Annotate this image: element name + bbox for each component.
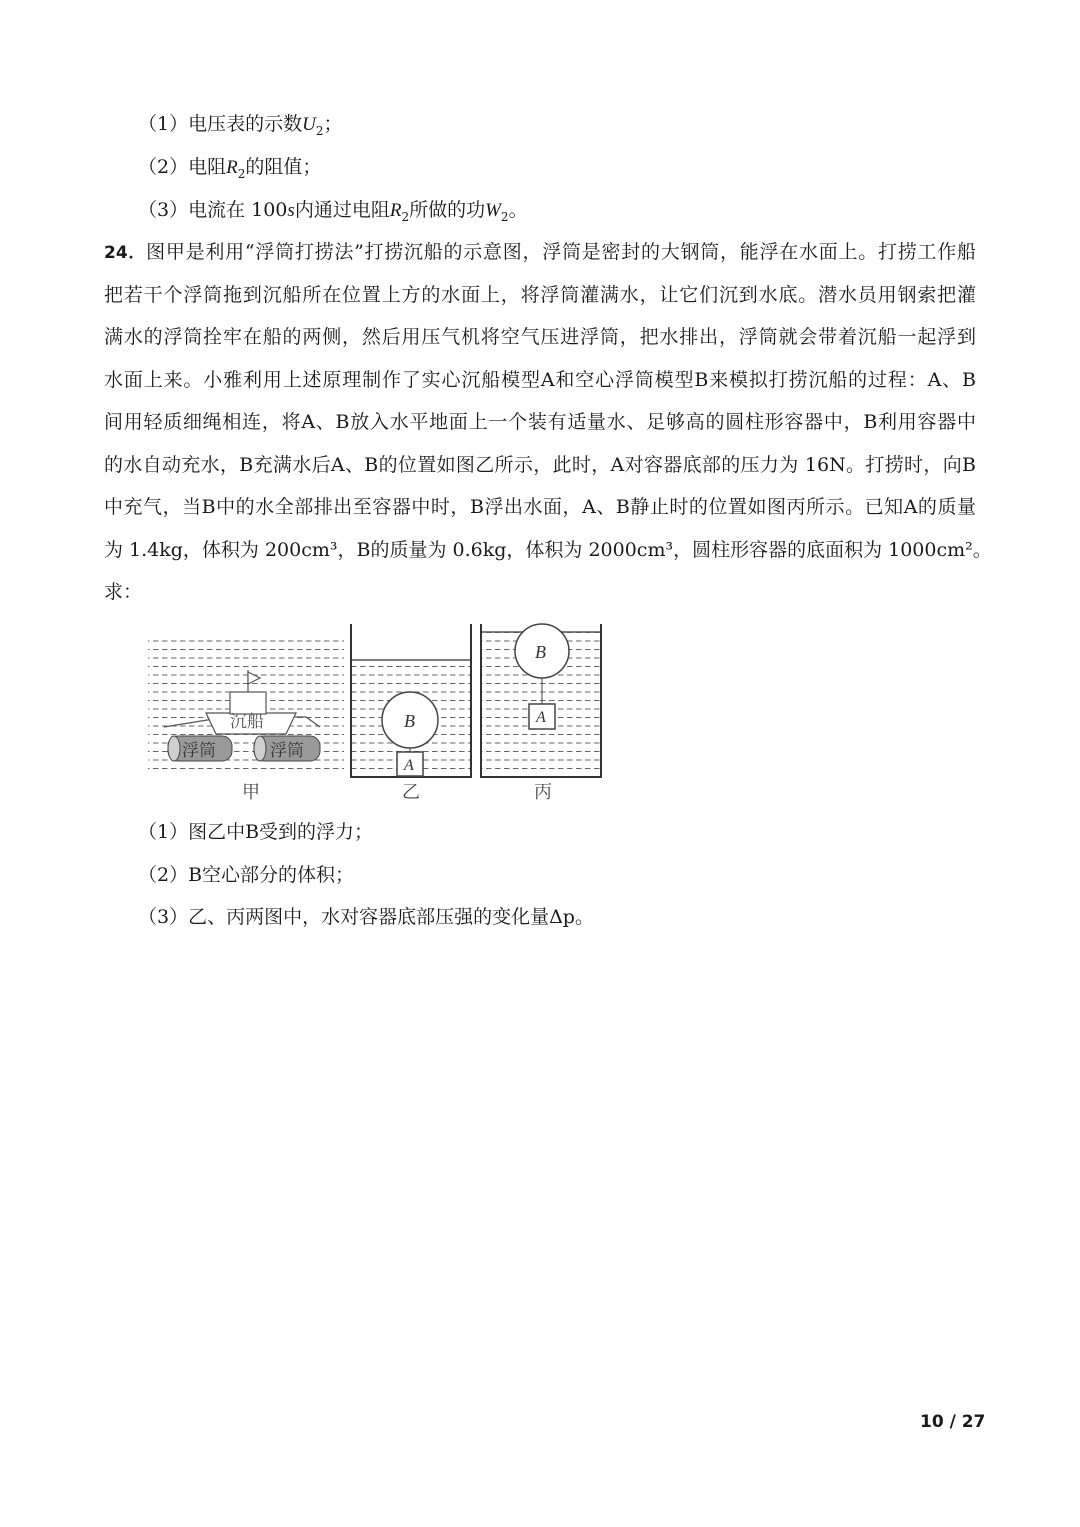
caption-jia: 甲 (242, 782, 260, 803)
question-24-line-9: 求： (104, 581, 143, 603)
svg-text:B: B (404, 711, 415, 731)
ship-cabin (230, 692, 266, 714)
question-24-line-4: 水面上来。小雅利用上述原理制作了实心沉船模型A和空心浮筒模型B来模拟打捞沉船的过程：A、B (104, 369, 976, 391)
q24-subquestion-2: （2）B空心部分的体积； (138, 864, 355, 886)
q24-subquestion-3: （3）乙、丙两图中，水对容器底部压强的变化量Δp。 (138, 906, 594, 928)
panel-yi (351, 624, 471, 803)
question-24-line-8: 为 1.4kg，体积为 200cm³，B的质量为 0.6kg，体积为 2000cm³，圆柱形容器的底面积为 1000cm²。 (104, 539, 992, 561)
svg-text:A: A (404, 757, 414, 774)
float-right-label: 浮筒 (270, 741, 304, 761)
panel-jia (148, 638, 344, 803)
question-24-line-6: 的水自动充水，B充满水后A、B的位置如图乙所示，此时，A对容器底部的压力为 16N。打捞时，向B (104, 454, 976, 476)
question-24-line-5: 间用轻质细绳相连，将A、B放入水平地面上一个装有适量水、足够高的圆柱形容器中，B利用容器中 (104, 411, 976, 433)
caption-bing: 丙 (534, 782, 552, 803)
svg-text:A: A (536, 709, 546, 726)
question-24-line-1: 24．图甲是利用“浮筒打捞法”打捞沉船的示意图，浮筒是密封的大钢筒，能浮在水面上。打捞工作船 (104, 241, 976, 263)
q24-subquestion-1: （1）图乙中B受到的浮力； (138, 821, 374, 843)
figure-salvage-diagram (144, 620, 614, 805)
question-24-line-7: 中充气，当B中的水全部排出至容器中时，B浮出水面，A、B静止时的位置如图丙所示。已知A的质量 (104, 496, 976, 518)
panel-bing (481, 624, 601, 803)
page-number: 10 / 27 (920, 1412, 986, 1432)
question-24-line-3: 满水的浮筒拴牢在船的两侧，然后用压气机将空气压进浮筒，把水排出，浮筒就会带着沉船一起浮到 (104, 326, 976, 348)
caption-yi: 乙 (402, 782, 420, 803)
prev-subquestion-3: （3）电流在 100s内通过电阻$R_2$所做的功$W_2$。 (138, 199, 528, 224)
ship-label: 沉船 (230, 712, 264, 732)
float-left-label: 浮筒 (182, 741, 216, 761)
question-24-line-2: 把若干个浮筒拖到沉船所在位置上方的水面上，将浮筒灌满水，让它们沉到水底。潜水员用钢索把灌 (104, 284, 976, 306)
prev-subquestion-2: （2）电阻$R_2$的阻值； (138, 156, 322, 181)
svg-text:B: B (535, 642, 546, 662)
prev-subquestion-1: （1）电压表的示数$U_2$； (138, 113, 343, 138)
question-number: 24． (104, 243, 147, 263)
